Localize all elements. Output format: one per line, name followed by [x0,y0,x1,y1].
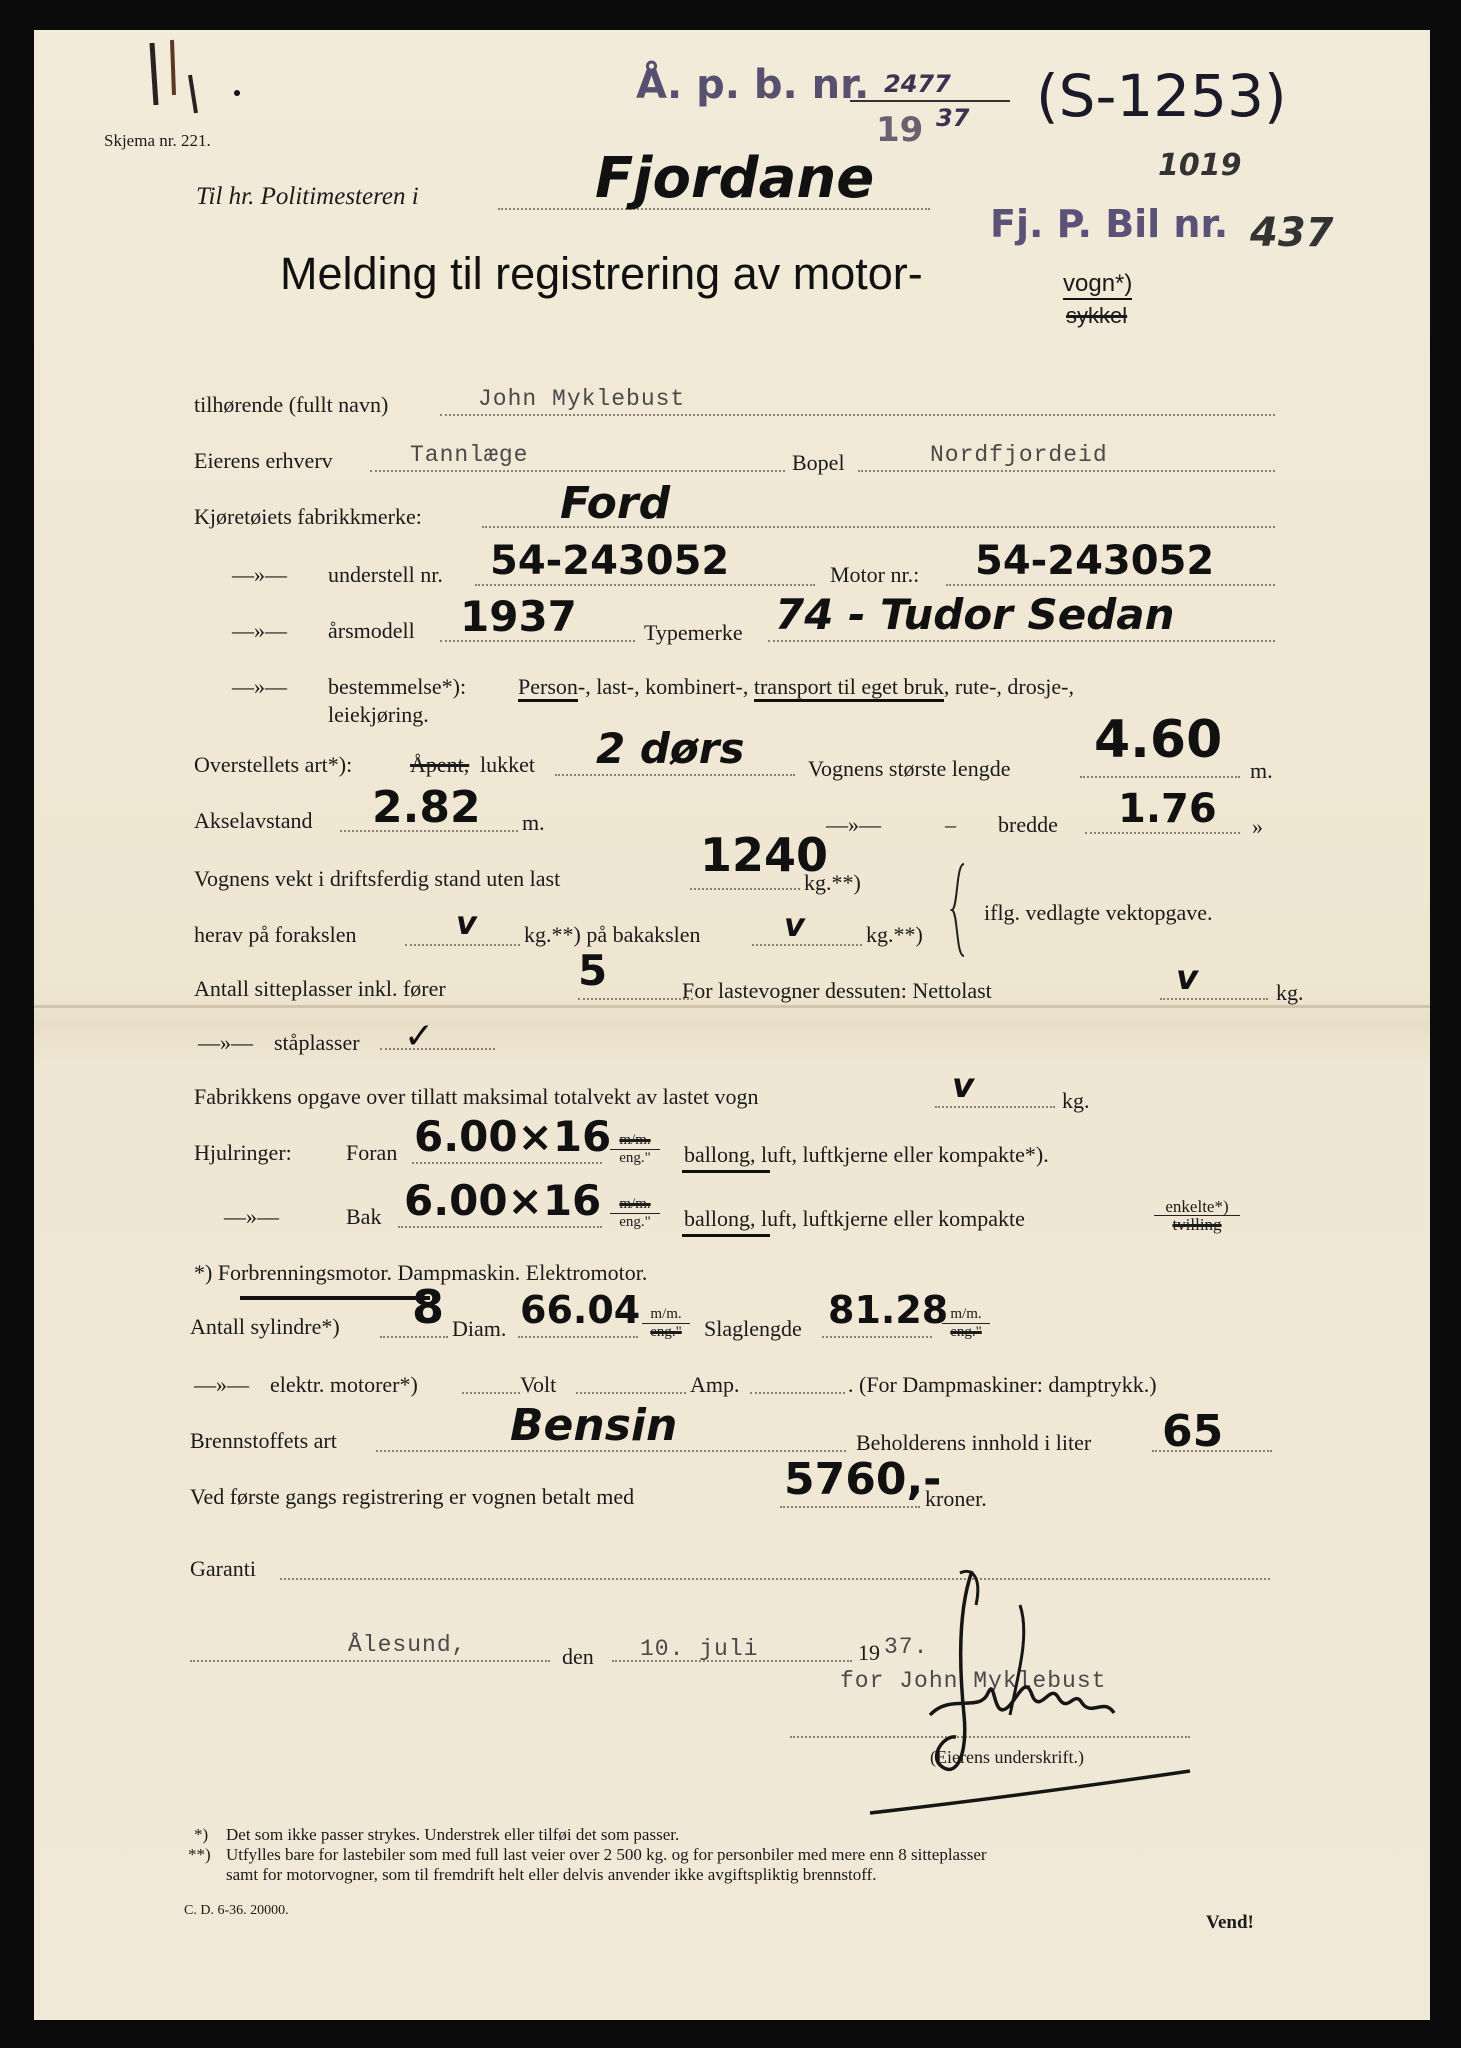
front-axle-value: v [456,904,477,942]
signing-year-prefix: 19 [858,1640,880,1665]
seats-value: 5 [578,946,608,995]
signing-date-line [612,1660,852,1662]
type-line [768,640,1275,642]
apb-label: Å. p. b. nr. [636,62,870,108]
print-code: C. D. 6-36. 20000. [184,1903,289,1918]
front-tyre-value: 6.00×16 [414,1112,612,1161]
tyre-mount [1154,1198,1240,1233]
stroke-unit [942,1306,990,1341]
rear-tyre-line [398,1226,602,1228]
unit-mm: m/m. [942,1306,990,1324]
file-sub-number: 1019 [1158,148,1242,183]
cylinders-line [380,1336,448,1338]
price-line [780,1506,920,1508]
unit-eng: eng." [650,1324,682,1340]
fold-line [34,1005,1430,1008]
body-option-lukket: lukket [480,752,535,777]
ditto-mark: —»— [232,674,287,699]
title-option-sykkel: sykkel [1066,303,1128,328]
owner-signature [860,1565,1200,1825]
signature-caption: (Eierens underskrift.) [930,1747,1084,1767]
ditto-mark: —»— [194,1372,249,1397]
front-axle-label: herav på forakslen [194,922,357,947]
standing-label: ståplasser [274,1030,360,1055]
mount-twin: tvilling [1172,1215,1222,1234]
tank-capacity-value: 65 [1162,1406,1224,1457]
fuel-label: Brennstoffets art [190,1428,337,1453]
apb-number: 2477 [884,70,951,98]
diameter-label: Diam. [452,1316,507,1341]
chassis-value: 54-243052 [490,538,730,584]
purpose-options [518,674,1074,700]
diameter-value: 66.04 [520,1288,641,1332]
stroke-value: 81.28 [828,1288,949,1332]
tyre-unit-rear [610,1196,660,1231]
price-label: Ved første gangs registrering er vognen betalt med [190,1484,635,1509]
body-line [555,774,795,776]
rear-axle-value: v [784,906,805,944]
tyres-label: Hjulringer: [194,1140,292,1165]
form-title [280,248,923,300]
total-weight-line [935,1106,1055,1108]
signing-den: den [562,1644,594,1669]
tyre-unit-front [610,1132,660,1167]
type-value: 74 - Tudor Sedan [775,590,1175,639]
model-year-value: 1937 [460,592,577,641]
occupation-label: Eierens erhverv [194,448,333,473]
front-axle-line [405,944,520,946]
ditto-mark: —»— [232,562,287,587]
front-tyre-line [412,1162,602,1164]
body-type-label: Overstellets art*): [194,752,353,777]
model-year-label: årsmodell [328,618,415,643]
signing-place: Ålesund, [348,1632,467,1658]
net-load-label: For lastevogner dessuten: Nettolast [682,978,992,1003]
wheelbase-unit: m. [522,810,545,835]
weight-unit: kg.**) [804,870,861,895]
rear-axle-unit: kg.**) [866,922,923,947]
owner-name-line [440,414,1275,416]
brace [950,860,970,960]
footnote-2-mark: **) [188,1845,211,1864]
body-option-apent: Åpent, [410,752,470,777]
net-load-value: v [1176,958,1199,998]
total-weight-value: v [952,1066,975,1106]
rear-tyre-label: Bak [346,1204,382,1229]
ditto-mark: —»— [826,812,881,837]
width-label: bredde [998,812,1058,837]
ink-mark [140,35,250,115]
purpose-other-2: , rute-, drosje-, [943,674,1074,699]
diameter-unit [642,1306,690,1341]
width-value: 1.76 [1118,786,1217,832]
weight-reference: iflg. vedlagte vektopgave. [984,900,1213,925]
electric-motors-label: elektr. motorer*) [270,1372,418,1397]
footnote-2a: Utfylles bare for lastebiler som med full last veier over 2 500 kg. og for personbiler med mere enn 8 sitteplasser [226,1845,987,1864]
unit-mm: m/m. [610,1196,660,1214]
guarantee-label: Garanti [190,1556,256,1581]
footnote-2b: samt for motorvogner, som til fremdrift helt eller delvis anvender ikke avgiftspliktig brennstoff. [226,1865,877,1884]
chassis-line [475,584,815,586]
to-place: Fjordane [595,146,875,211]
volt-label: Volt [520,1372,557,1397]
weight-line [690,888,800,890]
type-label: Typemerke [644,620,743,645]
length-label: Vognens største lengde [808,756,1011,781]
purpose-other: -, last-, kombinert-, [577,674,749,699]
purpose-transport: transport til eget bruk [754,674,944,702]
residence-value: Nordfjordeid [930,442,1108,468]
tank-capacity-label: Beholderens innhold i liter [856,1430,1092,1455]
seats-line [578,998,693,1000]
underline-forbrenning [240,1296,430,1300]
form-page [34,30,1430,2020]
weight-value: 1240 [700,828,829,882]
schema-number: Skjema nr. 221. [104,131,211,150]
length-unit: m. [1250,758,1273,783]
occupation-value: Tannlæge [410,442,529,468]
purpose-label: bestemmelse*): [328,674,467,699]
amp-line [750,1392,845,1394]
turn-over-note: Vend! [1206,1912,1254,1933]
price-value: 5760,- [784,1454,942,1505]
unit-eng: eng." [619,1214,651,1230]
make-label: Kjøretøiets fabrikkmerke: [194,504,422,529]
weight-label: Vognens vekt i driftsferdig stand uten last [194,866,561,891]
signing-date: 10. juli [640,1636,759,1662]
dash: – [945,812,956,837]
unit-mm: m/m. [642,1306,690,1324]
price-unit: kroner. [925,1486,987,1511]
total-weight-label: Fabrikkens opgave over tillatt maksimal totalvekt av lastet vogn [194,1084,759,1109]
apb-year-suffix: 37 [936,104,970,132]
seats-label: Antall sitteplasser inkl. fører [194,976,446,1001]
width-line [1085,832,1240,834]
unit-mm: m/m. [610,1132,660,1150]
fjp-stamp: Fj. P. Bil nr. [990,202,1229,246]
cylinders-label: Antall sylindre*) [190,1314,340,1339]
signing-place-line [190,1660,550,1662]
apb-year-prefix: 19 [876,110,924,150]
net-load-line [1160,998,1268,1000]
total-weight-unit: kg. [1062,1088,1090,1113]
rear-tyre-value: 6.00×16 [404,1176,602,1225]
ditto-mark: —»— [224,1204,279,1229]
underline-ballong [682,1170,770,1173]
chassis-label: understell nr. [328,562,443,587]
apb-line [850,100,1010,102]
engine-kinds: *) Forbrenningsmotor. Dampmaskin. Elektromotor. [194,1260,648,1285]
occupation-line [370,470,785,472]
owner-name-label: tilhørende (fullt navn) [194,392,389,417]
amp-label: Amp. [690,1372,740,1397]
residence-label: Bopel [792,450,845,475]
diameter-line [518,1336,638,1338]
signing-year-suffix: 37. [884,1634,929,1660]
electric-motors-line [462,1392,520,1394]
tyre-types: ballong, luft, luftkjerne eller kompakte*). [684,1142,1049,1167]
underline-ballong [682,1234,770,1237]
net-load-unit: kg. [1276,980,1304,1005]
engine-number-line [946,584,1275,586]
fuel-value: Bensin [510,1400,678,1451]
wheelbase-label: Akselavstand [194,808,313,833]
standing-line [380,1048,495,1050]
fjp-number: 437 [1250,210,1334,256]
steam-pressure-label: . (For Dampmaskiner: damptrykk.) [848,1372,1157,1397]
cylinders-value: 8 [412,1280,445,1334]
purpose-line-2: leiekjøring. [328,702,429,727]
to-label: Til hr. Politimesteren i [196,183,419,210]
body-type-value: 2 dørs [596,724,745,773]
unit-eng: eng." [619,1150,651,1166]
engine-number-value: 54-243052 [975,538,1215,584]
unit-eng: eng." [950,1324,982,1340]
owner-name-value: John Myklebust [478,386,686,412]
ditto-mark: —»— [198,1030,253,1055]
residence-line [858,470,1275,472]
title-main: Melding til registrering av motor- [280,248,923,299]
stroke-label: Slaglengde [704,1316,802,1341]
engine-number-label: Motor nr.: [830,562,920,587]
length-line [1080,776,1240,778]
standing-value: ✓ [404,1016,435,1057]
tyre-types-rear: ballong, luft, luftkjerne eller kompakte [684,1206,1025,1231]
wheelbase-value: 2.82 [372,782,481,833]
stroke-line [822,1336,932,1338]
width-unit: » [1252,814,1263,839]
footnote-1-mark: *) [194,1825,209,1844]
rear-axle-label: kg.**) på bakakslen [524,922,701,947]
footnote-1: Det som ikke passer strykes. Understrek eller tilføi det som passer. [226,1825,680,1844]
purpose-person: Person [518,674,578,702]
length-value: 4.60 [1094,710,1223,770]
ditto-mark: —»— [232,618,287,643]
signing-for: for John Myklebust [840,1668,1107,1694]
title-option-vogn: vogn*) [1063,270,1132,300]
front-tyre-label: Foran [346,1140,398,1165]
mount-single: enkelte*) [1154,1198,1240,1216]
rear-axle-line [752,944,862,946]
file-reference: (S-1253) [1036,62,1287,130]
make-value: Ford [560,478,671,529]
volt-line [576,1392,686,1394]
